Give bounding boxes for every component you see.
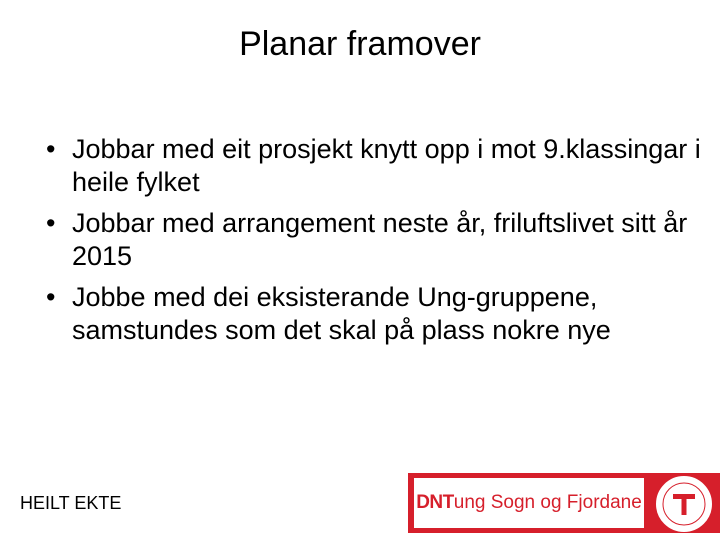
bullet-text: Jobbar med arrangement neste år, friluftslivet sitt år 2015: [72, 208, 688, 271]
bullet-item: [46, 281, 706, 346]
dnt-ung-logo: [414, 478, 644, 528]
slide-title: Planar framover: [239, 25, 481, 63]
bullet-glyph: •: [46, 208, 56, 238]
bullet-glyph: •: [46, 134, 56, 164]
bullet-list: [46, 133, 706, 355]
bullet-text: Jobbar med eit prosjekt knytt opp i mot 9.klassingar i heile fylket: [72, 134, 701, 197]
bullet-item: [46, 207, 706, 272]
dnt-seal-icon: [651, 474, 717, 534]
logo-text: [416, 491, 642, 515]
logo-brand: DNT: [416, 492, 454, 513]
footer-tagline: HEILT EKTE: [20, 493, 122, 513]
bullet-item: [46, 133, 706, 198]
bullet-glyph: •: [46, 282, 56, 312]
bullet-text: Jobbe med dei eksisterande Ung-gruppene, samstundes som det skal på plass nokre nye: [72, 282, 611, 345]
logo-name: ung Sogn og Fjordane: [453, 492, 642, 513]
